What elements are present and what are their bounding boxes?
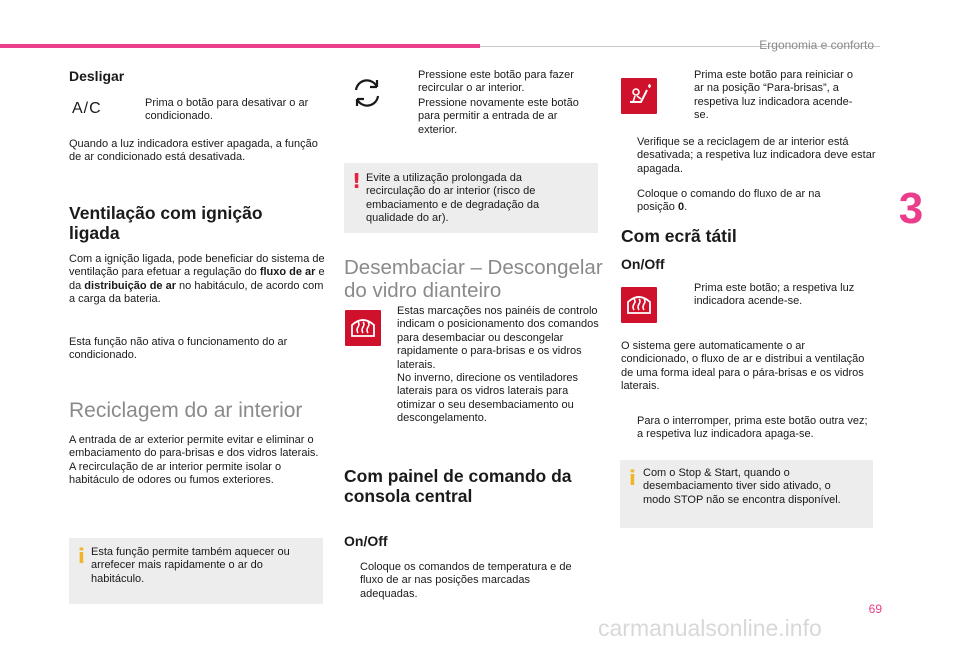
onoff-heading-console: On/Off — [344, 533, 388, 549]
desligar-heading: Desligar — [69, 68, 125, 84]
info-icon: i — [629, 466, 636, 490]
info-note-text: Esta função permite também aquecer ou arrefecer mais rapidamente o ar do habitáculo. — [91, 546, 290, 585]
defrost-paragraph: Estas marcações nos painéis de controlo indicam o posicionamento dos comandos para desembaciar ou descongelar rapidamente o para-brisas e os vidros laterais. No inverno, direcione os ventiladores laterais para os vidros laterais para otimizar o seu desembaciamento ou descongelamento. — [397, 305, 599, 425]
ac-off-text: Quando a luz indicadora estiver apagada, a função de ar condicionado está desativada. — [69, 138, 318, 164]
stop-defrost-bullet: Para o interromper, prima este botão outra vez; a respetiva luz indicadora apaga-se. — [637, 415, 868, 441]
central-console-heading: Com painel de comando da consola central — [344, 466, 572, 506]
touchscreen-defrost-icon — [621, 287, 657, 323]
stop-start-note-text: Com o Stop & Start, quando o desembaciamento tiver sido ativado, o modo STOP não se encontra disponível. — [643, 467, 841, 506]
ac-icon: A/C — [72, 100, 102, 117]
defrost-heading: Desembaciar – Descongelar do vidro dianteiro — [344, 256, 603, 302]
watermark: carmanualsonline.info — [598, 615, 822, 641]
touchscreen-heading: Com ecrã tátil — [621, 226, 737, 246]
page-number: 69 — [868, 602, 882, 616]
recirculation-paragraph: A entrada de ar exterior permite evitar e eliminar o embaciamento do para-brisas e dos vidros laterais. A recirculação de ar interior permite isolar o habitáculo de odores ou fumos exteriores. — [69, 434, 319, 487]
recirculation-bullet-1: Pressione este botão para fazer recircular o ar interior. — [418, 69, 574, 95]
onoff-heading-touchscreen: On/Off — [621, 256, 665, 272]
console-onoff-bullet: Coloque os comandos de temperatura e de fluxo de ar nas posições marcadas adequadas. — [360, 561, 572, 600]
stop-start-note-box — [620, 460, 873, 528]
touchscreen-onoff-bullet: Prima este botão; a respetiva luz indicadora acende-se. — [694, 282, 855, 308]
ventilation-paragraph: Com a ignição ligada, pode beneficiar do sistema de ventilação para efetuar a regulação do fluxo de ar e da distribuição de ar no habitáculo, de acordo com a carga da bateria. — [69, 253, 325, 306]
warning-note-text: Evite a utilização prolongada da recirculação do ar interior (risco de embaciamento e de degradação da qualidade do ar). — [366, 172, 540, 225]
info-icon: i — [78, 544, 85, 568]
warning-icon: ! — [352, 169, 362, 193]
chapter-number: 3 — [898, 184, 924, 233]
airflow-zero-bullet: Coloque o comando do fluxo de ar na posição 0. — [637, 188, 821, 214]
system-auto-text: O sistema gere automaticamente o ar condicionado, o fluxo de ar e distribui a ventilação de uma forma ideal para o pára-brisas e os vidros laterais. — [621, 340, 865, 393]
recirculation-heading: Reciclagem do ar interior — [69, 399, 303, 422]
ventilation-note-text: Esta função não ativa o funcionamento do ar condicionado. — [69, 336, 288, 362]
warning-note-box — [344, 163, 598, 233]
section-title: Ergonomia e conforto — [759, 38, 874, 52]
ac-off-bullet: Prima o botão para desativar o ar condicionado. — [145, 97, 309, 123]
recirculation-bullet-2: Pressione novamente este botão para permitir a entrada de ar exterior. — [418, 97, 579, 136]
info-note-box — [69, 538, 323, 604]
ventilation-heading: Ventilação com ignição ligada — [69, 203, 263, 243]
windscreen-reset-bullet: Prima este botão para reiniciar o ar na posição “Para-brisas”, a respetiva luz indicadora acende-se. — [694, 69, 853, 122]
recirculation-icon — [350, 76, 384, 110]
windscreen-position-icon — [621, 78, 657, 114]
windscreen-defrost-icon — [345, 310, 381, 346]
header-accent-bar — [0, 44, 480, 48]
verify-recirculation-bullet: Verifique se a reciclagem de ar interior está desativada; a respetiva luz indicadora deve estar apagada. — [637, 136, 876, 175]
